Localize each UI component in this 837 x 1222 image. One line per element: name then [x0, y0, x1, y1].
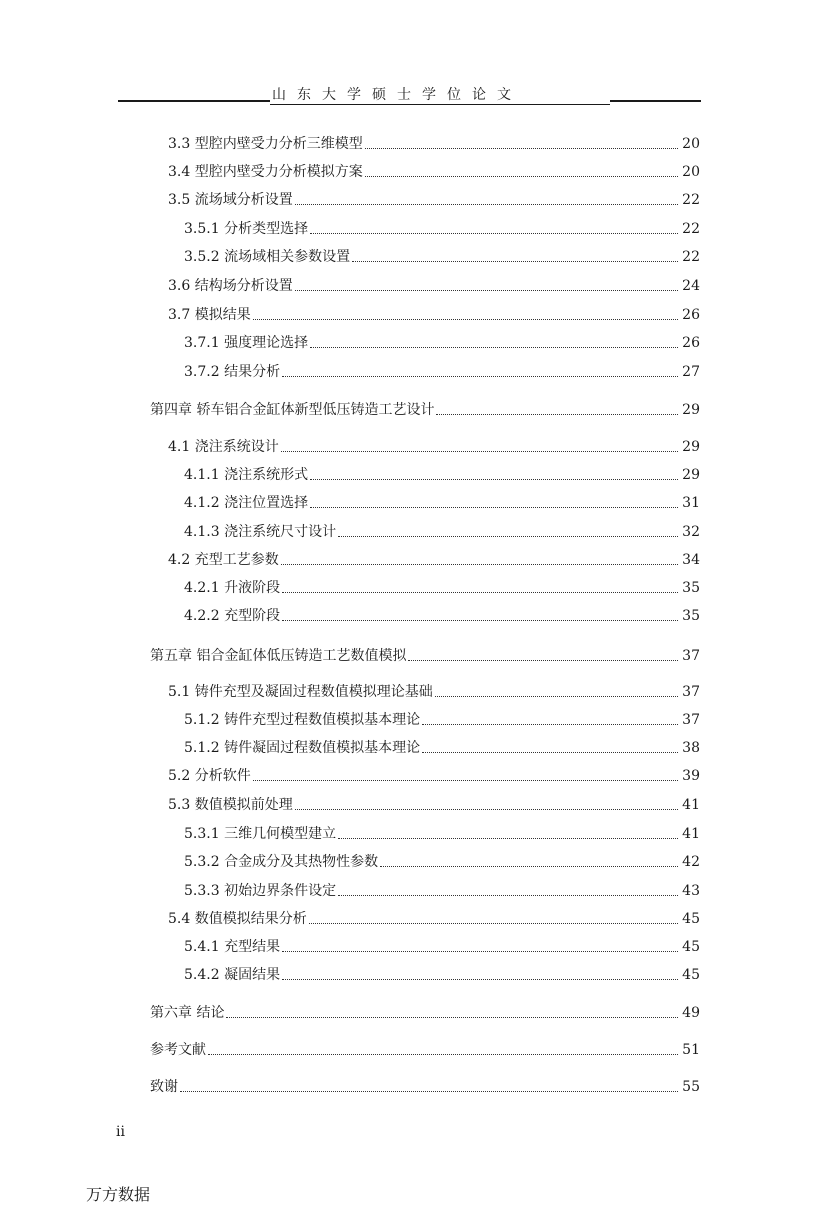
- dot-leader: [310, 346, 678, 348]
- toc-entry-title: 3.7.2 结果分析: [184, 364, 281, 380]
- toc-entry-title: 3.5 流场域分析设置: [168, 192, 293, 208]
- toc-entry-title: 4.2 充型工艺参数: [168, 552, 279, 568]
- dot-leader: [408, 659, 678, 661]
- toc-entry-title: 4.1.1 浇注系统形式: [184, 467, 309, 483]
- toc-entry-page: 35: [682, 580, 700, 596]
- toc-entry[interactable]: [168, 767, 700, 785]
- dot-leader: [282, 978, 678, 980]
- toc-entry[interactable]: [168, 683, 700, 701]
- dot-leader: [295, 203, 678, 205]
- toc-entry[interactable]: [168, 135, 700, 153]
- dot-leader: [422, 723, 678, 725]
- toc-entry[interactable]: [184, 607, 700, 625]
- toc-entry-page: 51: [682, 1042, 700, 1058]
- dot-leader: [365, 175, 678, 177]
- toc-entry-page: 45: [682, 939, 700, 955]
- toc-entry-title: 5.1 铸件充型及凝固过程数值模拟理论基础: [168, 684, 433, 700]
- toc-entry-title: 4.1 浇注系统设计: [168, 439, 279, 455]
- dot-leader: [226, 1016, 678, 1018]
- toc-entry-page: 29: [682, 467, 700, 483]
- toc-entry-page: 45: [682, 911, 700, 927]
- toc-entry[interactable]: [168, 551, 700, 569]
- toc-entry[interactable]: [184, 248, 700, 266]
- toc-entry[interactable]: [168, 191, 700, 209]
- toc-entry-page: 49: [682, 1005, 700, 1021]
- toc-entry[interactable]: [184, 938, 700, 956]
- dot-leader: [365, 147, 678, 149]
- toc-entry-title: 3.4 型腔内壁受力分析模拟方案: [168, 164, 363, 180]
- toc-entry-page: 20: [682, 136, 700, 152]
- toc-entry-page: 27: [682, 364, 700, 380]
- toc-entry[interactable]: [184, 853, 700, 871]
- toc-entry-page: 26: [682, 307, 700, 323]
- header-title: 山东大学硕士学位论文: [272, 87, 522, 103]
- toc-entry[interactable]: [184, 363, 700, 381]
- dot-leader: [180, 1090, 678, 1092]
- toc-entry-page: 35: [682, 608, 700, 624]
- dot-leader: [253, 318, 678, 320]
- toc-entry-page: 22: [682, 192, 700, 208]
- toc-entry-title: 3.6 结构场分析设置: [168, 278, 293, 294]
- toc-entry-title: 3.7.1 强度理论选择: [184, 335, 309, 351]
- toc-entry-title: 5.4.2 凝固结果: [184, 967, 281, 983]
- header-rule-right: [610, 100, 701, 102]
- toc-entry-page: 29: [682, 402, 700, 418]
- toc-entry-page: 55: [682, 1079, 700, 1095]
- dot-leader: [295, 289, 678, 291]
- toc-entry-title: 3.5.2 流场域相关参数设置: [184, 249, 351, 265]
- dot-leader: [380, 865, 678, 867]
- toc-entry-page: 29: [682, 439, 700, 455]
- dot-leader: [282, 591, 678, 593]
- toc-entry-title: 5.4.1 充型结果: [184, 939, 281, 955]
- toc-entry-page: 39: [682, 768, 700, 784]
- toc-entry-title: 第五章 铝合金缸体低压铸造工艺数值模拟: [150, 648, 407, 664]
- toc-entry[interactable]: [168, 163, 700, 181]
- toc-entry-title: 5.1.2 铸件凝固过程数值模拟基本理论: [184, 740, 421, 756]
- toc-entry-page: 38: [682, 740, 700, 756]
- toc-entry-page: 37: [682, 684, 700, 700]
- toc-entry-page: 41: [682, 797, 700, 813]
- toc-entry-title: 3.3 型腔内壁受力分析三维模型: [168, 136, 363, 152]
- dot-leader: [253, 779, 678, 781]
- toc-entry[interactable]: [168, 438, 700, 456]
- toc-entry-page: 43: [682, 883, 700, 899]
- toc-entry-page: 41: [682, 826, 700, 842]
- dot-leader: [422, 751, 678, 753]
- toc-entry-title: 4.1.2 浇注位置选择: [184, 495, 309, 511]
- toc-entry-page: 34: [682, 552, 700, 568]
- header-rule-left: [118, 100, 270, 102]
- dot-leader: [338, 837, 678, 839]
- toc-entry-page: 22: [682, 221, 700, 237]
- dot-leader: [282, 375, 678, 377]
- toc-entry[interactable]: [150, 1041, 700, 1059]
- dot-leader: [435, 695, 678, 697]
- toc-entry-title: 4.2.1 升液阶段: [184, 580, 281, 596]
- dot-leader: [282, 619, 678, 621]
- toc-entry[interactable]: [168, 277, 700, 295]
- toc-entry[interactable]: [168, 306, 700, 324]
- toc-entry[interactable]: [184, 466, 700, 484]
- dot-leader: [310, 506, 678, 508]
- toc-entry[interactable]: [168, 910, 700, 928]
- toc-entry[interactable]: [184, 334, 700, 352]
- toc-entry-title: 5.3 数值模拟前处理: [168, 797, 293, 813]
- toc-entry-page: 26: [682, 335, 700, 351]
- dot-leader: [295, 808, 678, 810]
- header-rule-bottom: [270, 104, 610, 105]
- toc-entry-title: 4.2.2 充型阶段: [184, 608, 281, 624]
- toc-entry-title: 参考文献: [150, 1042, 206, 1058]
- toc-entry[interactable]: [184, 882, 700, 900]
- toc-entry-title: 第四章 轿车铝合金缸体新型低压铸造工艺设计: [150, 402, 435, 418]
- toc-entry-title: 5.2 分析软件: [168, 768, 251, 784]
- toc-entry-title: 4.1.3 浇注系统尺寸设计: [184, 524, 337, 540]
- toc-entry-page: 37: [682, 712, 700, 728]
- toc-entry-title: 第六章 结论: [150, 1005, 225, 1021]
- toc-entry-title: 5.4 数值模拟结果分析: [168, 911, 307, 927]
- page-number: ii: [116, 1124, 125, 1140]
- toc-entry-title: 5.3.1 三维几何模型建立: [184, 826, 337, 842]
- toc-entry-title: 5.3.3 初始边界条件设定: [184, 883, 337, 899]
- toc-entry-page: 32: [682, 524, 700, 540]
- toc-entry-page: 20: [682, 164, 700, 180]
- toc-entry-page: 31: [682, 495, 700, 511]
- toc-entry[interactable]: [184, 711, 700, 729]
- dot-leader: [281, 563, 678, 565]
- dot-leader: [352, 260, 678, 262]
- toc-entry[interactable]: [184, 966, 700, 984]
- dot-leader: [281, 450, 678, 452]
- toc-entry[interactable]: [184, 739, 700, 757]
- toc-entry[interactable]: [184, 579, 700, 597]
- dot-leader: [436, 413, 678, 415]
- dot-leader: [208, 1053, 678, 1055]
- toc-entry-page: 42: [682, 854, 700, 870]
- toc-entry[interactable]: [184, 523, 700, 541]
- toc-entry[interactable]: [168, 796, 700, 814]
- toc-entry[interactable]: [184, 825, 700, 843]
- toc-entry-page: 22: [682, 249, 700, 265]
- toc-entry-title: 3.7 模拟结果: [168, 307, 251, 323]
- toc-entry-page: 45: [682, 967, 700, 983]
- toc-entry-title: 5.3.2 合金成分及其热物性参数: [184, 854, 379, 870]
- dot-leader: [282, 950, 678, 952]
- toc-entry[interactable]: [184, 494, 700, 512]
- dot-leader: [309, 922, 678, 924]
- dot-leader: [310, 232, 678, 234]
- watermark: 万方数据: [86, 1185, 151, 1204]
- toc-entry[interactable]: [150, 1004, 700, 1022]
- dot-leader: [310, 478, 678, 480]
- toc-entry-title: 致谢: [150, 1079, 178, 1095]
- toc-entry[interactable]: [150, 647, 700, 665]
- dot-leader: [338, 535, 678, 537]
- toc-entry-title: 3.5.1 分析类型选择: [184, 221, 309, 237]
- toc-entry[interactable]: [150, 1078, 700, 1096]
- toc-entry[interactable]: [184, 220, 700, 238]
- toc-entry-page: 24: [682, 278, 700, 294]
- toc-entry[interactable]: [150, 401, 700, 419]
- toc-entry-page: 37: [682, 648, 700, 664]
- dot-leader: [338, 894, 678, 896]
- toc-entry-title: 5.1.2 铸件充型过程数值模拟基本理论: [184, 712, 421, 728]
